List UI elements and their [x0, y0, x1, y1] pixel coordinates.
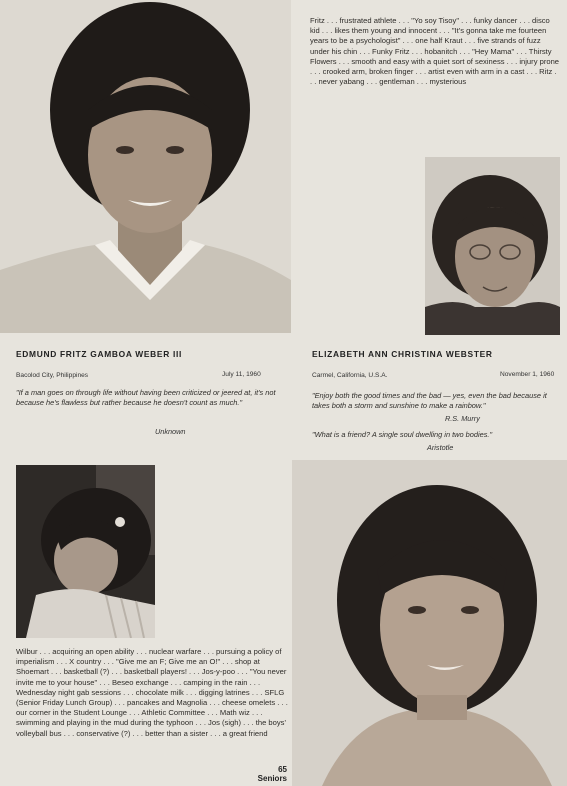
elizabeth-quote-2: "What is a friend? A single soul dwelling in two bodies." — [312, 430, 493, 439]
page-footer — [245, 765, 287, 783]
edmund-name: EDMUND FRITZ GAMBOA WEBER III — [16, 349, 183, 359]
edmund-birthdate: July 11, 1960 — [222, 371, 261, 378]
candid-photo-elizabeth — [16, 465, 155, 638]
section-label: Seniors — [257, 774, 287, 783]
elizabeth-hometown: Carmel, California, U.S.A. — [312, 372, 388, 379]
elizabeth-blurb: Wilbur . . . acquiring an open ability . . . nuclear warfare . . . pursuing a policy of imperialism . . . X country . . . "Give me an F; Give me an O!" . . . shop at Shoemart . . . basketball (?) . . . basketball players! . . . Jos-y-poo . . . "You never invite me to your house" . . . Beseo exchange . . . camping in the rain . . . Wednesday night gab sessions . . . chocolate milk . . . digging latrines . . . SFLG (Senior Friday Lunch Group) . . . pancakes and Magnolia . . . cheese omelets . . . our corner in the Student Lounge . . . Athletic Committee . . . Math wiz . . . swimming and playing in the mud during the typhoon . . . Jos (sigh) . . . the boys' volleyball bus . . . conservative (?) . . . better than a sister . . . a great friend — [16, 647, 288, 738]
elizabeth-quote-1: "Enjoy both the good times and the bad — yes, even the bad because it takes both a storm and sunshine to make a rainbow." — [312, 391, 547, 410]
edmund-quote-author: Unknown — [155, 427, 186, 436]
portrait-elizabeth-webster-small — [425, 157, 560, 335]
edmund-blurb: Fritz . . . frustrated athlete . . . "Yo soy Tisoy" . . . funky dancer . . . disco kid . . . likes them young and innocent . . . "It's gonna take me fourteen years to be a psychologist" . . . one half Kraut . . . five strands of fuzz under his chin . . . Funky Fritz . . . hobanitch . . . "Hey Mama" . . . Thirsty Flowers . . . smooth and easy with a quiet sort of sexiness . . . injury prone . . . crooked arm, broken finger . . . artist even with arm in a cast . . . Ritz . . . never yabang . . . gentleman . . . mysterious — [310, 16, 560, 87]
portrait-edmund-weber — [0, 0, 291, 333]
elizabeth-birthdate: November 1, 1960 — [500, 371, 555, 378]
edmund-hometown: Bacolod City, Philippines — [16, 372, 89, 379]
elizabeth-quote-2-author: Aristotle — [427, 443, 454, 452]
elizabeth-quote-1-author: R.S. Murry — [445, 414, 480, 423]
edmund-quote: "If a man goes on through life without having been criticized or jeered at, it's not because he's flawless but rather because he doesn't count as much." — [16, 388, 276, 407]
portrait-elizabeth-webster — [292, 460, 567, 786]
elizabeth-name: ELIZABETH ANN CHRISTINA WEBSTER — [312, 349, 493, 359]
page-number: 65 — [278, 765, 287, 774]
